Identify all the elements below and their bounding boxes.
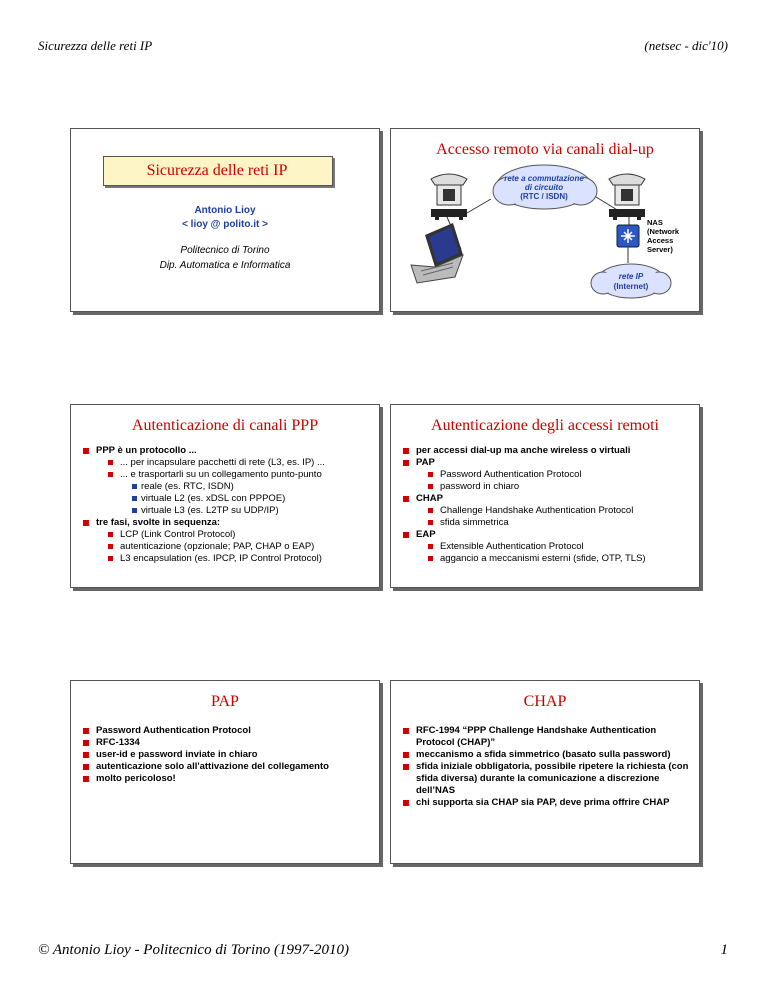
list-item: Extensible Authentication Protocol: [428, 541, 691, 553]
list-item: [83, 517, 371, 565]
header-right: (netsec - dic'10): [644, 38, 728, 53]
list-item: [403, 457, 691, 493]
list-item: virtuale L2 (es. xDSL con PPPOE): [132, 493, 371, 505]
slide-title-text: Autenticazione degli accessi remoti: [431, 417, 659, 434]
phone-icon: [431, 174, 467, 205]
list-item-text: CHAP: [416, 493, 443, 504]
list-item: L3 encapsulation (es. IPCP, IP Control Protocol): [108, 553, 371, 565]
department: Dip. Automatica e Informatica: [159, 260, 291, 271]
bullet-list: [71, 445, 379, 565]
list-item-text: ... e trasportarli su un collegamento punto-punto: [120, 469, 322, 480]
slide-title: [70, 128, 380, 312]
nas-line3: Access: [647, 236, 674, 245]
author-email: < lioy @ polito.it >: [182, 219, 268, 230]
nas-line1: NAS: [647, 218, 663, 227]
list-item: aggancio a meccanismi esterni (sfide, OTP, TLS): [428, 553, 691, 565]
cloud2-line1: rete IP: [618, 272, 644, 281]
list-item: sfida simmetrica: [428, 517, 691, 529]
list-item: autenticazione (opzionale; PAP, CHAP o EAP): [108, 541, 371, 553]
nas-line4: Server): [647, 245, 673, 254]
list-item: molto pericoloso!: [83, 773, 371, 785]
slide-title-text: Sicurezza delle reti IP: [146, 162, 288, 179]
slide-pap: [70, 680, 380, 864]
list-item: RFC-1334: [83, 737, 371, 749]
cloud1-line2: di circuito: [524, 183, 564, 192]
cloud-icon: [591, 264, 671, 298]
slide-title-text: CHAP: [523, 693, 567, 710]
list-item: autenticazione solo all'attivazione del collegamento: [83, 761, 371, 773]
institution: Politecnico di Torino: [180, 245, 270, 256]
slide-chap: [390, 680, 700, 864]
bullet-list: [391, 445, 699, 565]
bullet-list: [71, 725, 379, 785]
phone-icon: [609, 174, 645, 205]
list-item: meccanismo a sfida simmetrico (basato sulla password): [403, 749, 691, 761]
laptop-icon: [411, 223, 463, 283]
slide-title-text: Autenticazione di canali PPP: [131, 417, 319, 434]
list-item: LCP (Link Control Protocol): [108, 529, 371, 541]
list-item: RFC-1994 “PPP Challenge Handshake Authentication Protocol (CHAP)”: [403, 725, 691, 749]
cloud1-line1: rete a commutazione: [504, 174, 584, 183]
list-item: password in chiaro: [428, 481, 691, 493]
list-item: per accessi dial-up ma anche wireless o virtuali: [403, 445, 691, 457]
list-item: Challenge Handshake Authentication Protocol: [428, 505, 691, 517]
footer-copyright: © Antonio Lioy - Politecnico di Torino (1997-2010): [38, 942, 349, 958]
slide-ppp: [70, 404, 380, 588]
slide-remote-auth: [390, 404, 700, 588]
slide-dialup: [390, 128, 700, 312]
list-item: reale (es. RTC, ISDN): [132, 481, 371, 493]
nas-line2: (Network: [647, 227, 680, 236]
list-item: sfida iniziale obbligatoria, possibile ripetere la richiesta (con sfida diversa) durante la comunicazione a discrezione dell’NAS: [403, 761, 691, 797]
list-item-text: tre fasi, svolte in sequenza:: [96, 517, 221, 528]
modem-icon: [609, 209, 645, 220]
author-name: Antonio Lioy: [194, 205, 256, 216]
list-item: [108, 469, 371, 517]
cloud1-line3: (RTC / ISDN): [520, 192, 568, 201]
cloud2-line2: (Internet): [613, 282, 649, 291]
list-item: user-id e password inviate in chiaro: [83, 749, 371, 761]
list-item-text: PPP è un protocollo ...: [96, 445, 197, 456]
list-item-text: EAP: [416, 529, 436, 540]
bullet-list: [391, 725, 699, 809]
list-item: virtuale L3 (es. L2TP su UDP/IP): [132, 505, 371, 517]
dialup-diagram: [391, 159, 699, 309]
list-item: [403, 529, 691, 565]
header-left: Sicurezza delle reti IP: [38, 38, 153, 53]
list-item: Password Authentication Protocol: [83, 725, 371, 737]
list-item: chi supporta sia CHAP sia PAP, deve prima offrire CHAP: [403, 797, 691, 809]
list-item-text: PAP: [416, 457, 435, 468]
modem-icon: [431, 209, 467, 220]
list-item: Password Authentication Protocol: [428, 469, 691, 481]
list-item: [403, 493, 691, 529]
slide-title-text: PAP: [211, 693, 239, 710]
page-number: 1: [720, 942, 728, 958]
router-icon: [617, 225, 639, 247]
slide-title-text: Accesso remoto via canali dial-up: [436, 141, 654, 158]
list-item: [83, 445, 371, 517]
list-item: ... per incapsulare pacchetti di rete (L3, es. IP) ...: [108, 457, 371, 469]
